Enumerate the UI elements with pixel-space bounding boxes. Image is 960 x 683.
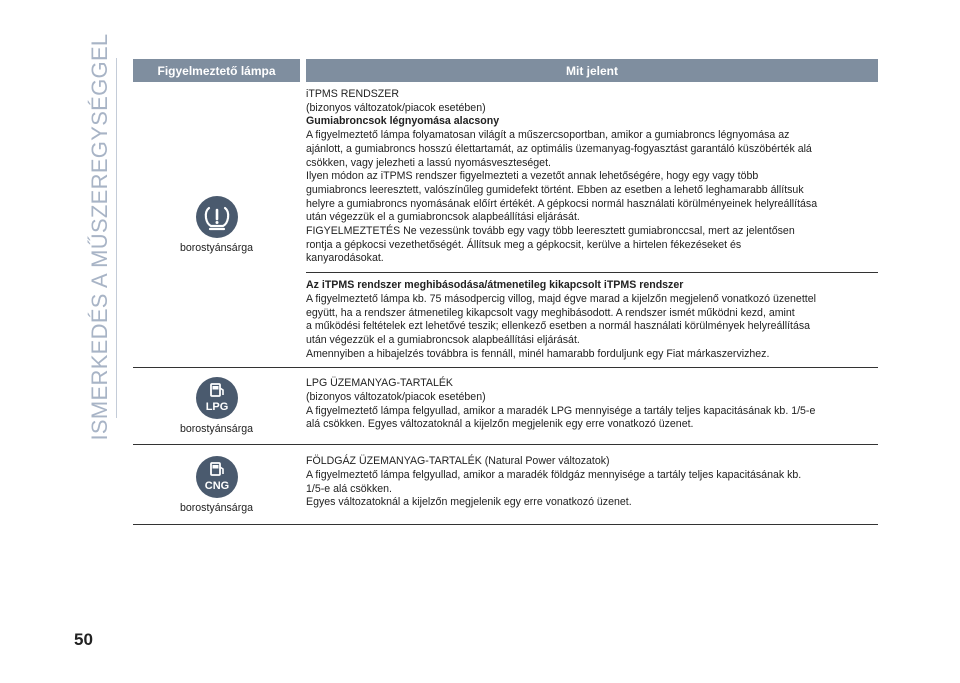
col-header-warning-light: Figyelmeztető lámpa bbox=[157, 63, 276, 78]
text-line: után végezzük el a gumiabroncsok alapbeállítási eljárását. bbox=[306, 333, 580, 346]
icon-cell bbox=[133, 445, 300, 524]
subheading: Az iTPMS rendszer meghibásodása/átmenetileg kikapcsolt iTPMS rendszer bbox=[306, 279, 684, 292]
table-row bbox=[133, 445, 878, 525]
text-line: gumiabroncs leeresztett, valószínűleg gumidefekt történt. Ebben az esetben a lehető leghamarabb állítsuk bbox=[306, 183, 804, 196]
text-line: csökken, vagy jelezheti a lassú nyomásveszteséget. bbox=[306, 156, 551, 169]
text-line: 1/5-e alá csökken. bbox=[306, 482, 392, 495]
text-line: (bizonyos változatok/piacok esetében) bbox=[306, 391, 486, 404]
svg-text:LPG: LPG bbox=[205, 401, 228, 414]
block-title: iTPMS RENDSZER bbox=[306, 88, 399, 100]
text-line: ajánlott, a gumiabroncs hosszú élettartamát, az optimális üzemanyag-fogyasztást garantáló küszöbérték alá bbox=[306, 142, 812, 155]
col-header-meaning: Mit jelent bbox=[565, 63, 618, 78]
warning-text: FIGYELMEZTETÉS Ne vezessünk tovább egy vagy több leeresztett gumiabronccsal, mert az jelentősen bbox=[306, 225, 795, 238]
page-number: 50 bbox=[74, 630, 93, 649]
text-line: alá csökken. Egyes változatoknál a kijelzőn megjelenik egy erre vonatkozó üzenet. bbox=[306, 418, 694, 431]
warning-lights-table bbox=[133, 59, 878, 525]
table-row bbox=[133, 82, 878, 368]
section-side-title bbox=[86, 33, 114, 441]
text-line: Ilyen módon az iTPMS rendszer figyelmezteti a vezetőt annak lehetőségére, hogy egy vagy több bbox=[306, 170, 759, 183]
icon-cell bbox=[133, 82, 300, 367]
text-line: együtt, ha a rendszer átmenetileg kikapcsolt vagy meghibásodott. A rendszer ismét működni kezd, amint bbox=[306, 306, 795, 319]
text-block bbox=[306, 368, 878, 444]
text-line: Amennyiben a hibajelzés továbbra is fennáll, minél hamarabb forduljunk egy Fiat márkaszervizhez. bbox=[306, 347, 770, 360]
icon-color-label: borostyánsárga bbox=[179, 423, 254, 436]
text-line: A figyelmeztető lámpa folyamatosan világít a műszercsoportban, amikor a gumiabroncs légnyomása az bbox=[306, 129, 790, 142]
icon-color-label: borostyánsárga bbox=[179, 501, 254, 514]
svg-text:CNG: CNG bbox=[204, 479, 229, 492]
side-divider bbox=[116, 58, 117, 418]
text-line: Egyes változatoknál a kijelzőn megjelenik egy erre vonatkozó üzenet. bbox=[306, 496, 632, 509]
text-line: a működési feltételek ezt lehetővé teszik; ellenkező esetben a normál használati körülmények helyreállítása bbox=[306, 320, 811, 333]
meaning-cell bbox=[306, 82, 878, 367]
text-line: A figyelmeztető lámpa felgyullad, amikor a maradék LPG mennyisége a tartály teljes kapacitásának kb. 1/5-e bbox=[306, 404, 816, 417]
text-line: után végezzük el a gumiabroncsok alapbeállítási eljárását. bbox=[306, 211, 580, 224]
table-row bbox=[133, 368, 878, 445]
text-line: helyre a gumiabroncs nyomásának előírt értékét. A gépkocsi normál használati körülményeinek helyreállítása bbox=[306, 197, 818, 210]
meaning-cell bbox=[306, 445, 878, 524]
text-block bbox=[306, 82, 878, 272]
block-title: FÖLDGÁZ ÜZEMANYAG-TARTALÉK (Natural Power változatok) bbox=[306, 455, 610, 468]
block-title: LPG ÜZEMANYAG-TARTALÉK bbox=[306, 377, 453, 390]
text-line: kanyarodásokat. bbox=[306, 252, 384, 265]
text-line: A figyelmeztető lámpa felgyullad, amikor a maradék földgáz mennyisége a tartály teljes kapacitásának kb. bbox=[306, 468, 802, 481]
text-line: rontja a gépkocsi vezethetőségét. Állítsuk meg a gépkocsit, kerülve a hirtelen fékezéseket és bbox=[306, 238, 742, 251]
icon-color-label: borostyánsárga bbox=[179, 241, 254, 254]
cng-fuel-icon bbox=[196, 456, 238, 498]
meaning-cell bbox=[306, 368, 878, 444]
lpg-fuel-icon bbox=[196, 377, 238, 419]
text-block bbox=[306, 272, 878, 367]
subheading: Gumiabroncsok légnyomása alacsony bbox=[306, 115, 500, 128]
table-header bbox=[133, 59, 878, 82]
text-block bbox=[306, 445, 878, 524]
section-side-title-text: ISMERKEDÉS A MŰSZEREGYSÉGGEL bbox=[87, 33, 112, 441]
tpms-warning-icon bbox=[196, 196, 238, 238]
text-line: (bizonyos változatok/piacok esetében) bbox=[306, 101, 486, 114]
icon-cell bbox=[133, 368, 300, 444]
text-line: A figyelmeztető lámpa kb. 75 másodpercig villog, majd égve marad a kijelzőn megjelenő vonatkozó üzenettel bbox=[306, 292, 816, 305]
